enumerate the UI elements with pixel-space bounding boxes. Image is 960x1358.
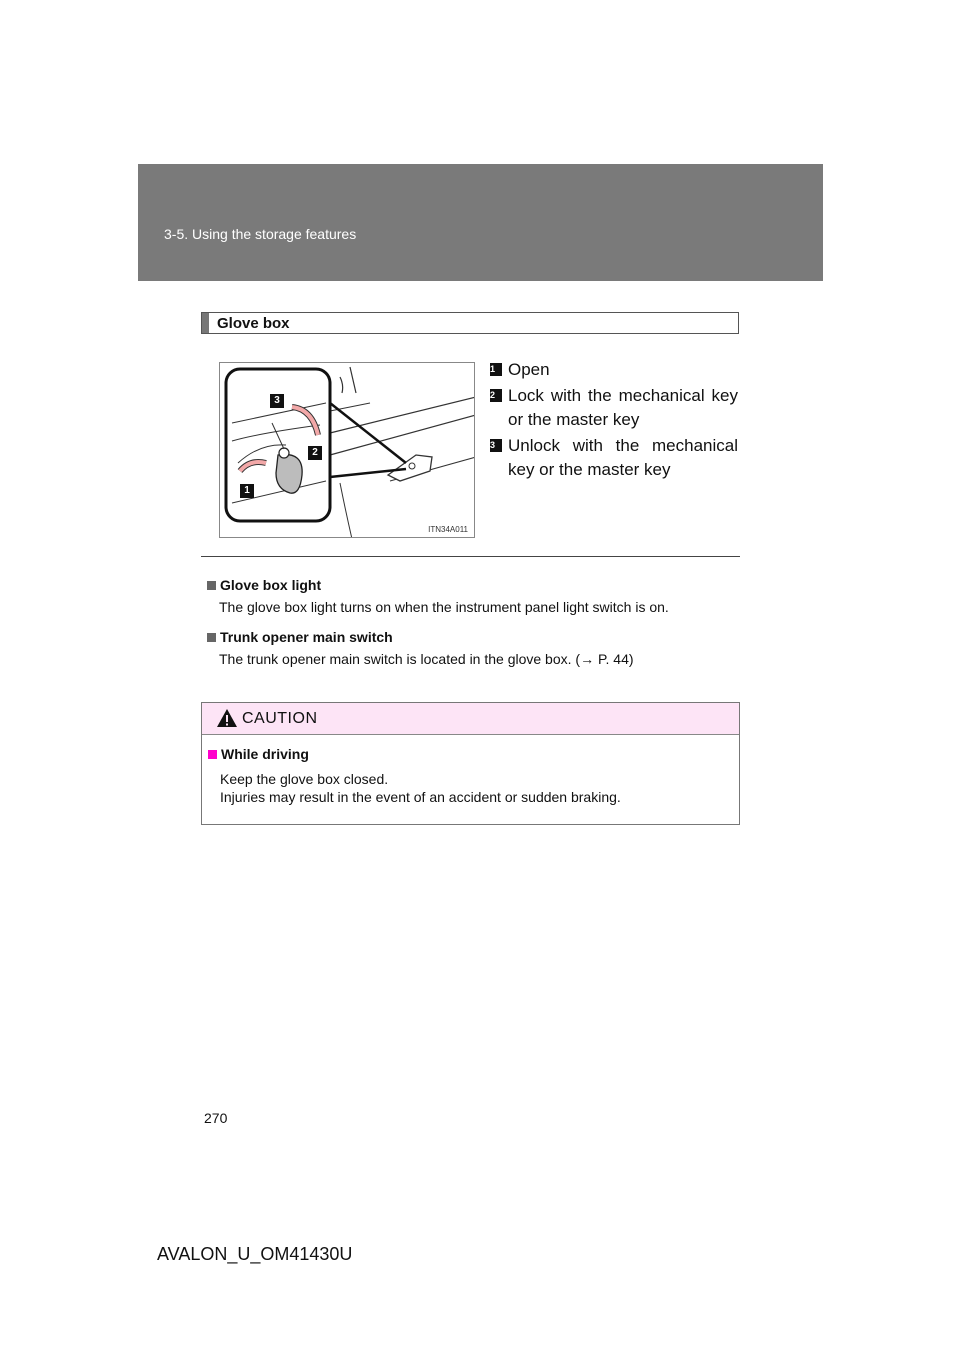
glove-box-drawing <box>220 363 475 538</box>
glove-box-illustration <box>219 362 475 538</box>
glove-box-steps <box>490 358 738 484</box>
step-number: 1 <box>490 363 502 376</box>
step-number: 3 <box>490 439 502 452</box>
section-divider <box>201 556 740 557</box>
glove-box-heading <box>201 312 739 334</box>
heading-bar <box>202 313 209 333</box>
bullet-square-icon <box>207 581 216 590</box>
section-title: 3-5. Using the storage features <box>164 226 357 242</box>
callout-2: 2 <box>308 446 322 460</box>
note-body: The trunk opener main switch is located in the glove box. (→ P. 44) <box>219 651 634 667</box>
callout-3: 3 <box>270 394 284 408</box>
caution-header <box>202 703 739 735</box>
document-id: AVALON_U_OM41430U <box>157 1244 353 1264</box>
glove-box-title: Glove box <box>217 315 290 332</box>
note-heading: Glove box light <box>220 577 322 593</box>
step-text: Open <box>508 360 550 379</box>
caution-item <box>208 746 621 806</box>
caution-heading: While driving <box>221 746 309 762</box>
step-text: Lock with the mechanical key or the master key <box>508 386 738 429</box>
note-heading: Trunk opener main switch <box>220 629 393 645</box>
bullet-square-icon <box>207 633 216 642</box>
page-header <box>138 164 823 281</box>
page-number: 270 <box>204 1110 228 1126</box>
callout-1: 1 <box>240 484 254 498</box>
step-unlock <box>490 434 738 482</box>
step-text: Unlock with the mechanical key or the master key <box>508 436 738 479</box>
caution-box <box>201 702 740 825</box>
caution-label: CAUTION <box>242 710 318 727</box>
caution-line: Injuries may result in the event of an accident or sudden braking. <box>220 789 621 805</box>
step-lock <box>490 384 738 432</box>
note-trunk-opener <box>207 629 634 667</box>
step-open <box>490 358 738 382</box>
figure-code: ITN34A011 <box>428 525 468 534</box>
caution-line: Keep the glove box closed. <box>220 771 389 787</box>
note-glove-box-light <box>207 577 669 615</box>
step-number: 2 <box>490 389 502 402</box>
bullet-square-icon <box>208 750 217 759</box>
warning-icon <box>216 708 238 728</box>
note-body: The glove box light turns on when the instrument panel light switch is on. <box>219 599 669 615</box>
